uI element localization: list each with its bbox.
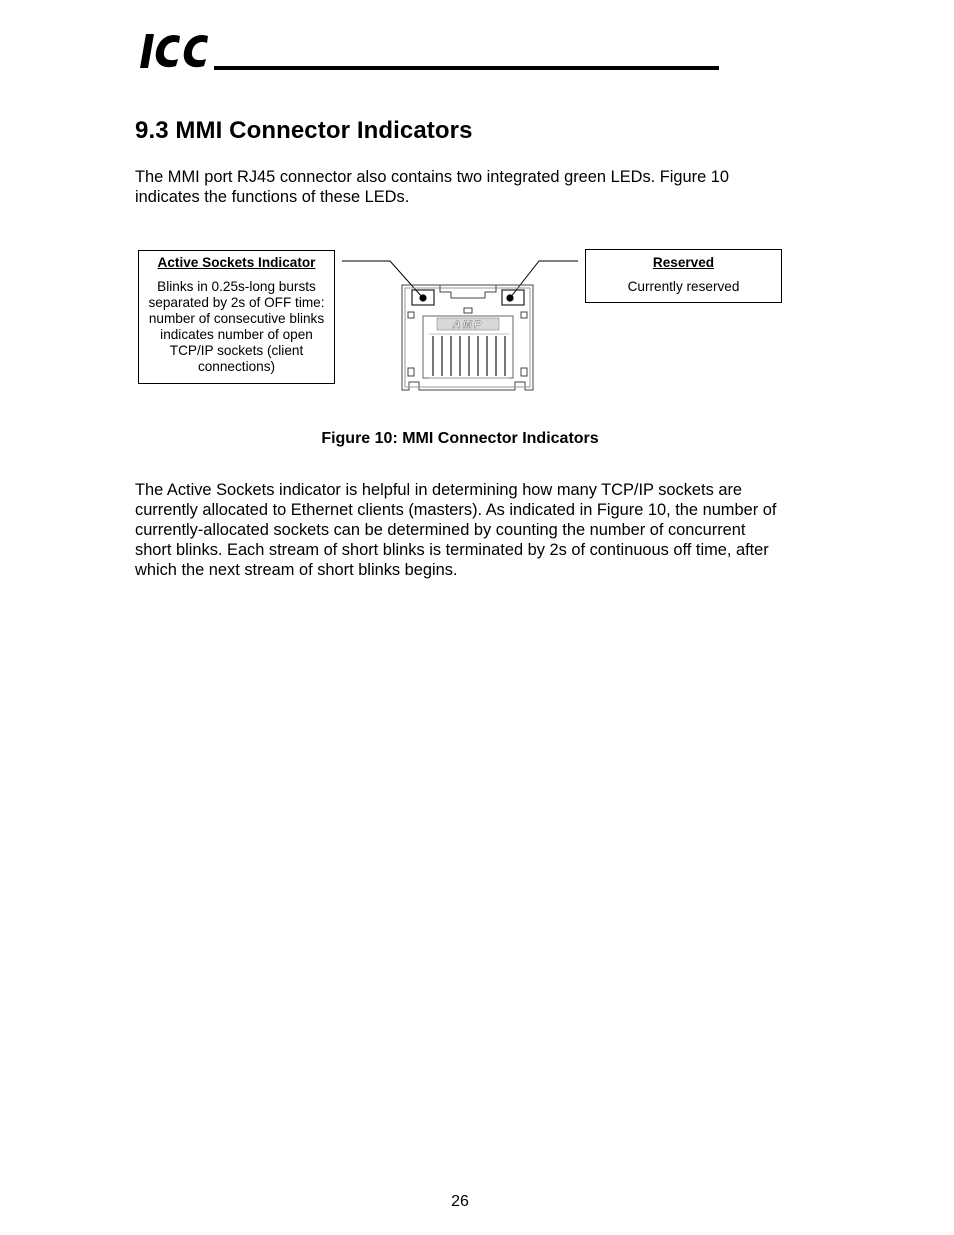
callout-title: Active Sockets Indicator xyxy=(157,255,316,270)
figure-caption: Figure 10: MMI Connector Indicators xyxy=(321,430,599,447)
section-heading: 9.3 MMI Connector Indicators xyxy=(135,117,473,144)
callout-body: Currently reserved xyxy=(627,279,740,294)
leader-line-right xyxy=(510,261,578,298)
header-rule xyxy=(214,66,719,70)
active-sockets-led-icon xyxy=(419,294,426,301)
reserved-led-icon xyxy=(506,294,513,301)
callout-body: Blinks in 0.25s-long bursts separated by 2s of OFF time: number of consecutive blinks indicates number of open TCP/IP sockets (client connections) xyxy=(148,279,325,374)
rj45-connector-diagram xyxy=(335,250,585,395)
reserved-callout xyxy=(585,249,782,303)
contact-pins xyxy=(433,336,505,376)
icc-logo-icon xyxy=(138,28,210,72)
connector-brand-label: AMP xyxy=(452,319,484,331)
callout-title: Reserved xyxy=(652,255,715,270)
body-paragraph: The Active Sockets indicator is helpful in determining how many TCP/IP sockets are currently allocated to Ethernet clients (masters). As indicated in Figure 10, the number of currently-allocated sockets can be determined by counting the number of concurrent short blinks. Each stream of short blinks is terminated by 2s of continuous off time, after which the next stream of short blinks begins. xyxy=(135,481,777,579)
page-number: 26 xyxy=(451,1193,469,1210)
intro-paragraph: The MMI port RJ45 connector also contains two integrated green LEDs. Figure 10 indicates the functions of these LEDs. xyxy=(135,168,730,206)
leader-line-left xyxy=(342,261,423,298)
active-sockets-callout xyxy=(138,250,335,384)
